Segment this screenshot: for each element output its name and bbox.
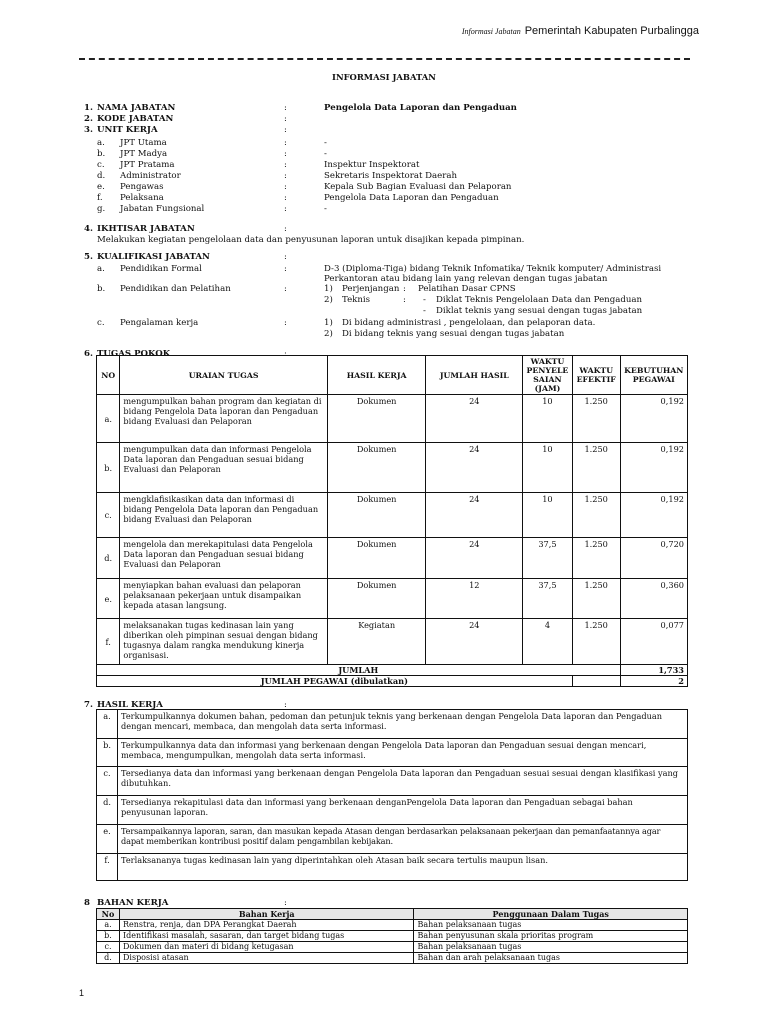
unit-value: - (324, 138, 327, 148)
unit-colon: : (284, 171, 287, 181)
s5b-colon: : (284, 284, 287, 294)
unit-letter: e. (97, 182, 105, 192)
unit-key: JPT Pratama (120, 160, 175, 170)
bahan-text: Identifikasi masalah, sasaran, dan target bidang tugas (119, 931, 413, 942)
s3-num: 3. (84, 125, 93, 135)
row-uraian: mengumpulkan bahan program dan kegiatan di bidang Pengelola Data laporan dan Pengaduan bidang Evaluasi dan Pelaporan (120, 395, 327, 443)
s5c-value-2: Di bidang teknis yang sesuai dengan tugas jabatan (342, 329, 565, 339)
hasil-letter: d. (97, 796, 118, 825)
row-no: b. (97, 443, 120, 493)
header-divider (79, 58, 690, 60)
bahan-text: Disposisi atasan (119, 953, 413, 964)
col-waktu-efektif: WAKTU EFEKTIF (572, 356, 620, 395)
hasil-row (97, 825, 688, 854)
unit-key: Pelaksana (120, 193, 164, 203)
s5a-key: Pendidikan Formal (120, 264, 202, 274)
row-hasil: Dokumen (327, 538, 426, 579)
s5c-colon: : (284, 318, 287, 328)
hasil-letter: f. (97, 854, 118, 881)
hasil-text: Tersampaikannya laporan, saran, dan masukan kepada Atasan dengan berdasarkan pelaksanaan pekerjaan dan pemanfaatannya agar dapat memberikan kontribusi positif dalam pengambilan kebijakan. (118, 825, 688, 854)
row-waktu: 4 (523, 619, 573, 665)
col-waktu-penyelesaian: WAKTU PENYELE SAIAN (JAM) (523, 356, 573, 395)
table-row (97, 538, 688, 579)
col-kebutuhan: KEBUTUHAN PEGAWAI (620, 356, 687, 395)
unit-letter: c. (97, 160, 105, 170)
row-jumlah: 24 (426, 395, 523, 443)
header-org: Pemerintah Kabupaten Purbalingga (524, 25, 699, 37)
s5b-title-1: Perjenjangan (342, 284, 400, 294)
row-jumlah: 12 (426, 579, 523, 619)
row-waktu: 10 (523, 493, 573, 538)
unit-colon: : (284, 149, 287, 159)
bahan-no: b. (97, 931, 120, 942)
jumlah-pegawai-blank (572, 676, 620, 687)
row-hasil: Dokumen (327, 443, 426, 493)
s5c-letter: c. (97, 318, 105, 328)
row-hasil: Dokumen (327, 493, 426, 538)
hasil-row (97, 854, 688, 881)
row-no: f. (97, 619, 120, 665)
row-jumlah: 24 (426, 493, 523, 538)
tugas-pokok-table (96, 355, 688, 687)
s2-colon: : (284, 114, 287, 124)
row-no: c. (97, 493, 120, 538)
row-waktu: 10 (523, 395, 573, 443)
bahan-guna: Bahan pelaksanaan tugas (414, 942, 688, 953)
hasil-letter: c. (97, 767, 118, 796)
s5a-colon: : (284, 264, 287, 274)
table-row (97, 942, 688, 953)
bahan-header-row (97, 909, 688, 920)
s5b-dash-2: - (423, 295, 426, 305)
bahan-guna: Bahan pelaksanaan tugas (414, 920, 688, 931)
hasil-text: Terkumpulkannya dokumen bahan, pedoman dan petunjuk teknis yang berkenaan dengan Pengelola Data laporan dan Pengaduan dengan mencari, membaca, dan mengolah data serta informasi. (118, 710, 688, 739)
row-kebutuhan: 0,360 (620, 579, 687, 619)
unit-colon: : (284, 160, 287, 170)
unit-key: JPT Madya (120, 149, 168, 159)
bahan-no: d. (97, 953, 120, 964)
row-efektif: 1.250 (572, 538, 620, 579)
s5b-value-3: Diklat teknis yang sesuai dengan tugas jabatan (436, 306, 643, 316)
row-uraian: mengumpulkan data dan informasi Pengelola Data laporan dan Pengaduan sesuai bidang Evaluasi dan Pelaporan (120, 443, 327, 493)
row-no: d. (97, 538, 120, 579)
s5b-key: Pendidikan dan Pelatihan (120, 284, 231, 294)
row-waktu: 37,5 (523, 538, 573, 579)
s5c-value-1: Di bidang administrasi , pengelolaan, dan pelaporan data. (342, 318, 596, 328)
row-jumlah: 24 (426, 619, 523, 665)
row-waktu: 10 (523, 443, 573, 493)
hasil-letter: e. (97, 825, 118, 854)
row-uraian: mengelola dan merekapitulasi data Pengelola Data laporan dan Pengaduan sesuai bidang Evaluasi dan Pelaporan (120, 538, 327, 579)
unit-letter: b. (97, 149, 106, 159)
col-hasil: HASIL KERJA (327, 356, 426, 395)
bahan-col-bahan: Bahan Kerja (119, 909, 413, 920)
s7-colon: : (284, 700, 287, 710)
s5a-value-1: D-3 (Diploma-Tiga) bidang Teknik Infomatika/ Teknik komputer/ Administrasi (324, 264, 662, 274)
unit-value: Inspektur Inspektorat (324, 160, 420, 170)
row-efektif: 1.250 (572, 619, 620, 665)
bahan-kerja-table (96, 908, 688, 964)
s6-label: TUGAS POKOK (97, 349, 171, 359)
s1-label: NAMA JABATAN (97, 103, 176, 113)
unit-key: Jabatan Fungsional (120, 204, 205, 214)
hasil-text: Tersedianya data dan informasi yang berkenaan dengan Pengelola Data laporan dan Pengaduan sesuai sesuai dengan klasifikasi yang dibutuhkan. (118, 767, 688, 796)
table-header-row (97, 356, 688, 395)
s3-label: UNIT KERJA (97, 125, 158, 135)
table-row (97, 619, 688, 665)
s8-num: 8 (84, 898, 90, 908)
s3-colon: : (284, 125, 287, 135)
table-row (97, 443, 688, 493)
s1-colon: : (284, 103, 287, 113)
row-kebutuhan: 0,192 (620, 395, 687, 443)
document-title: INFORMASI JABATAN (332, 72, 436, 82)
jumlah-row (97, 665, 688, 676)
row-efektif: 1.250 (572, 443, 620, 493)
document-header (462, 24, 699, 37)
s5b-value-2: Diklat Teknis Pengelolaan Data dan Pengaduan (436, 295, 643, 305)
s2-num: 2. (84, 114, 93, 124)
unit-key: Administrator (120, 171, 181, 181)
col-no: NO (97, 356, 120, 395)
s5a-letter: a. (97, 264, 105, 274)
unit-colon: : (284, 182, 287, 192)
table-row (97, 953, 688, 964)
jumlah-value: 1,733 (620, 665, 687, 676)
unit-colon: : (284, 193, 287, 203)
row-hasil: Dokumen (327, 395, 426, 443)
s4-num: 4. (84, 224, 93, 234)
s5-num: 5. (84, 252, 93, 262)
s5b-colon-1: : (403, 284, 406, 294)
row-hasil: Kegiatan (327, 619, 426, 665)
col-jumlah: JUMLAH HASIL (426, 356, 523, 395)
hasil-row (97, 710, 688, 739)
row-jumlah: 24 (426, 443, 523, 493)
s5b-dash-3: - (423, 306, 426, 316)
unit-value: Sekretaris Inspektorat Daerah (324, 171, 457, 181)
row-efektif: 1.250 (572, 395, 620, 443)
jumlah-pegawai-row (97, 676, 688, 687)
unit-value: Pengelola Data Laporan dan Pengaduan (324, 193, 499, 203)
hasil-kerja-table (96, 709, 688, 881)
unit-value: - (324, 149, 327, 159)
table-row (97, 493, 688, 538)
unit-value: - (324, 204, 327, 214)
row-kebutuhan: 0,192 (620, 443, 687, 493)
s1-value: Pengelola Data Laporan dan Pengaduan (324, 103, 517, 113)
bahan-guna: Bahan dan arah pelaksanaan tugas (414, 953, 688, 964)
bahan-col-no: No (97, 909, 120, 920)
row-jumlah: 24 (426, 538, 523, 579)
bahan-col-guna: Penggunaan Dalam Tugas (414, 909, 688, 920)
unit-key: JPT Utama (120, 138, 167, 148)
ikhtisar-text: Melakukan kegiatan pengelolaan data dan penyusunan laporan untuk disajikan kepada pimpinan. (97, 235, 525, 245)
row-no: e. (97, 579, 120, 619)
s5c-num-1: 1) (324, 318, 333, 328)
hasil-letter: a. (97, 710, 118, 739)
unit-letter: g. (97, 204, 106, 214)
s5c-num-2: 2) (324, 329, 333, 339)
row-kebutuhan: 0,192 (620, 493, 687, 538)
bahan-text: Renstra, renja, dan DPA Perangkat Daerah (119, 920, 413, 931)
row-waktu: 37,5 (523, 579, 573, 619)
s5b-colon-2: : (403, 295, 406, 305)
row-uraian: melaksanakan tugas kedinasan lain yang diberikan oleh pimpinan sesuai dengan bidang tugasnya dalam rangka mendukung kinerja organisasi. (120, 619, 327, 665)
s8-label: BAHAN KERJA (97, 898, 169, 908)
bahan-guna: Bahan penyusunan skala prioritas program (414, 931, 688, 942)
s5a-value-2: Perkantoran atau bidang lain yang relevan dengan tugas jabatan (324, 274, 608, 284)
unit-key: Pengawas (120, 182, 164, 192)
hasil-text: Terkumpulkannya data dan informasi yang berkenaan dengan Pengelola Data laporan dan Pengaduan sesuai dengan mencari, membaca, mengumpulkan, mengolah data serta informasi. (118, 739, 688, 767)
header-italic: Informasi Jabatan (461, 27, 521, 36)
bahan-text: Dokumen dan materi di bidang ketugasan (119, 942, 413, 953)
hasil-letter: b. (97, 739, 118, 767)
table-row (97, 920, 688, 931)
s6-num: 6. (84, 349, 93, 359)
s8-colon: : (284, 898, 287, 908)
row-uraian: mengklafisikasikan data dan informasi di bidang Pengelola Data laporan dan Pengaduan bidang Evaluasi dan Pelaporan (120, 493, 327, 538)
row-uraian: menyiapkan bahan evaluasi dan pelaporan pelaksanaan pekerjaan untuk disampaikan kepada atasan langsung. (120, 579, 327, 619)
s1-num: 1. (84, 103, 93, 113)
bahan-no: c. (97, 942, 120, 953)
table-row (97, 395, 688, 443)
s6-colon: : (284, 349, 287, 359)
s7-num: 7. (84, 700, 93, 710)
page-number: 1 (79, 988, 85, 998)
s5b-num-1: 1) (324, 284, 333, 294)
row-kebutuhan: 0,077 (620, 619, 687, 665)
s5b-value-1: Pelatihan Dasar CPNS (418, 284, 516, 294)
s5c-key: Pengalaman kerja (120, 318, 199, 328)
unit-letter: a. (97, 138, 105, 148)
s5-colon: : (284, 252, 287, 262)
jumlah-label: JUMLAH (97, 665, 621, 676)
s4-label: IKHTISAR JABATAN (97, 224, 195, 234)
s5b-num-2: 2) (324, 295, 333, 305)
col-uraian: URAIAN TUGAS (120, 356, 327, 395)
bahan-no: a. (97, 920, 120, 931)
s5b-letter: b. (97, 284, 106, 294)
unit-value: Kepala Sub Bagian Evaluasi dan Pelaporan (324, 182, 512, 192)
row-kebutuhan: 0,720 (620, 538, 687, 579)
s4-colon: : (284, 224, 287, 234)
jumlah-pegawai-value: 2 (620, 676, 687, 687)
table-row (97, 931, 688, 942)
jumlah-pegawai-label: JUMLAH PEGAWAI (dibulatkan) (97, 676, 573, 687)
s7-label: HASIL KERJA (97, 700, 163, 710)
row-efektif: 1.250 (572, 493, 620, 538)
hasil-row (97, 796, 688, 825)
hasil-text: Tersedianya rekapitulasi data dan informasi yang berkenaan denganPengelola Data laporan dan Pengaduan sebagai bahan penyusunan laporan. (118, 796, 688, 825)
hasil-text: Terlaksananya tugas kedinasan lain yang diperintahkan oleh Atasan baik secara tertulis maupun lisan. (118, 854, 688, 881)
hasil-row (97, 767, 688, 796)
row-efektif: 1.250 (572, 579, 620, 619)
s5b-title-2: Teknis (342, 295, 371, 305)
s2-label: KODE JABATAN (97, 114, 174, 124)
unit-colon: : (284, 138, 287, 148)
row-hasil: Dokumen (327, 579, 426, 619)
unit-colon: : (284, 204, 287, 214)
unit-letter: f. (97, 193, 103, 203)
table-row (97, 579, 688, 619)
unit-letter: d. (97, 171, 106, 181)
row-no: a. (97, 395, 120, 443)
hasil-row (97, 739, 688, 767)
s5-label: KUALIFIKASI JABATAN (97, 252, 210, 262)
